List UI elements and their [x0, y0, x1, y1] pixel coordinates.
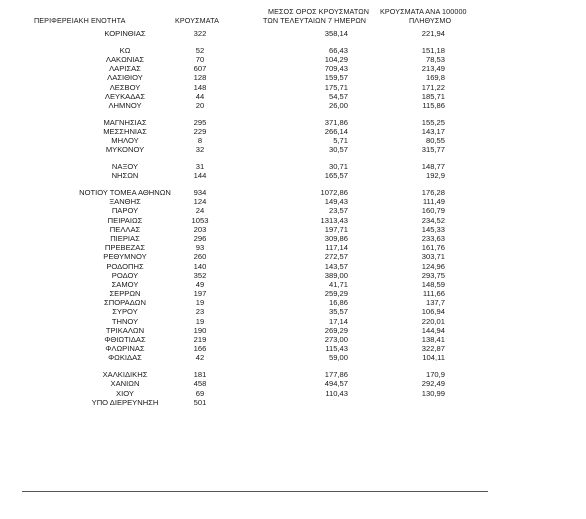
cases-cell: 229 [193, 126, 207, 136]
avg-cell: 16,86 [328, 298, 348, 308]
cases-cell: 24 [195, 206, 205, 216]
region-cell: ΠΡΕΒΕΖΑΣ [104, 243, 146, 253]
table-row [0, 370, 586, 379]
header-per100k-line1: ΚΡΟΥΣΜΑΤΑ ΑΝΑ 100000 [380, 7, 467, 16]
region-cell: ΦΘΙΩΤΙΔΑΣ [104, 335, 146, 344]
region-cell: ΡΟΔΟΥ [111, 270, 139, 280]
cases-cell: 295 [193, 117, 207, 127]
region-cell: ΞΑΝΘΗΣ [109, 197, 141, 207]
cases-cell: 23 [195, 307, 205, 317]
region-cell: ΜΥΚΟΝΟΥ [105, 145, 145, 155]
cases-cell: 44 [195, 91, 205, 101]
cases-cell: 124 [193, 197, 207, 207]
per100k-cell: 144,94 [421, 325, 445, 335]
table-row [0, 162, 586, 171]
region-cell: ΛΑΣΙΘΙΟΥ [107, 73, 143, 83]
region-cell: ΛΑΡΙΣΑΣ [109, 64, 141, 74]
per100k-cell: 151,18 [421, 45, 445, 55]
region-cell: ΦΛΩΡΙΝΑΣ [105, 344, 145, 354]
cases-cell: 181 [193, 370, 207, 380]
cases-cell: 219 [193, 335, 207, 344]
avg-cell: 54,57 [328, 91, 348, 101]
table-row [0, 317, 586, 326]
region-cell: ΜΑΓΝΗΣΙΑΣ [103, 117, 147, 127]
per100k-cell: 170,9 [425, 370, 445, 380]
region-cell: ΣΕΡΡΩΝ [109, 289, 141, 299]
region-cell: ΧΙΟΥ [116, 388, 134, 398]
per100k-cell: 293,75 [421, 270, 445, 280]
region-cell: ΝΑΞΟΥ [111, 162, 139, 172]
header-cases: ΚΡΟΥΣΜΑΤΑ [175, 16, 219, 25]
cases-cell: 607 [193, 64, 207, 74]
cases-cell: 296 [193, 233, 207, 243]
per100k-cell: 176,28 [421, 188, 445, 197]
cases-cell: 20 [195, 100, 205, 110]
table-row [0, 197, 586, 206]
per100k-cell: 106,94 [421, 307, 445, 317]
per100k-cell: 220,01 [421, 316, 445, 326]
table-row [0, 307, 586, 316]
region-cell: ΥΠΟ ΔΙΕΡΕΥΝΗΣΗ [91, 397, 159, 407]
cases-cell: 69 [195, 388, 205, 398]
region-cell: ΣΠΟΡΑΔΩΝ [104, 298, 146, 308]
avg-cell: 266,14 [324, 126, 348, 136]
table-row [0, 83, 586, 92]
region-cell: ΡΟΔΟΠΗΣ [106, 261, 144, 271]
cases-cell: 458 [193, 379, 207, 389]
table-row [0, 398, 586, 407]
per100k-cell: 292,49 [421, 379, 445, 389]
per100k-cell: 233,63 [421, 233, 445, 243]
header-avg-line1: ΜΕΣΟΣ ΟΡΟΣ ΚΡΟΥΣΜΑΤΩΝ [268, 7, 370, 16]
avg-cell: 110,43 [325, 388, 348, 398]
cases-cell: 166 [193, 344, 207, 354]
avg-cell: 66,43 [328, 45, 348, 55]
per100k-cell: 137,7 [425, 298, 445, 308]
table-row [0, 145, 586, 154]
per100k-cell: 145,33 [421, 224, 445, 234]
table-row [0, 29, 586, 38]
cases-cell: 144 [193, 171, 207, 181]
table-body [0, 29, 586, 407]
table-row [0, 344, 586, 353]
region-cell: ΦΩΚΙΔΑΣ [108, 353, 142, 363]
per100k-cell: 161,76 [421, 243, 445, 253]
table-row [0, 73, 586, 82]
per100k-cell: 213,49 [421, 64, 445, 74]
table-row [0, 101, 586, 110]
table-row [0, 298, 586, 307]
per100k-cell: 185,71 [421, 91, 445, 101]
region-cell: ΠΕΙΡΑΙΩΣ [107, 215, 143, 225]
avg-cell: 159,57 [324, 73, 348, 83]
region-cell: ΛΕΣΒΟΥ [109, 82, 141, 92]
avg-cell: 30,71 [328, 162, 348, 172]
avg-cell: 143,57 [324, 261, 348, 271]
avg-cell: 104,29 [324, 54, 348, 64]
per100k-cell: 155,25 [421, 117, 445, 127]
table-row [0, 136, 586, 145]
per100k-cell: 111,49 [422, 197, 445, 207]
region-cell: ΧΑΛΚΙΔΙΚΗΣ [102, 370, 148, 380]
cases-cell: 501 [193, 397, 207, 407]
header-per100k-line2: ΠΛΗΘΥΣΜΟ [409, 16, 452, 25]
table-row [0, 234, 586, 243]
avg-cell: 1072,86 [320, 188, 348, 197]
cases-cell: 140 [193, 261, 207, 271]
region-cell: ΛΕΥΚΑΔΑΣ [104, 91, 146, 101]
region-cell: ΚΟΡΙΝΘΙΑΣ [104, 29, 146, 38]
header-region: ΠΕΡΙΦΕΡΕΙΑΚΗ ΕΝΟΤΗΤΑ [34, 16, 126, 25]
avg-cell: 5,71 [333, 136, 348, 146]
per100k-cell: 221,94 [421, 29, 445, 38]
region-cell: ΠΙΕΡΙΑΣ [110, 233, 140, 243]
cases-cell: 49 [195, 279, 205, 289]
region-cell: ΚΩ [119, 45, 131, 55]
table-row [0, 188, 586, 197]
avg-cell: 273,00 [324, 335, 348, 344]
cases-cell: 19 [195, 298, 205, 308]
avg-cell: 165,57 [324, 171, 348, 181]
per100k-cell: 78,53 [425, 54, 445, 64]
avg-cell: 494,57 [324, 379, 348, 389]
avg-cell: 26,00 [328, 100, 348, 110]
table-row [0, 262, 586, 271]
region-cell: ΛΑΚΩΝΙΑΣ [105, 54, 145, 64]
avg-cell: 309,86 [324, 233, 348, 243]
table-row [0, 243, 586, 252]
region-cell: ΝΗΣΩΝ [111, 171, 139, 181]
table-row [0, 127, 586, 136]
cases-cell: 197 [193, 289, 207, 299]
per100k-cell: 138,41 [421, 335, 445, 344]
avg-cell: 59,00 [328, 353, 348, 363]
avg-cell: 269,29 [324, 325, 348, 335]
table-row [0, 389, 586, 398]
cases-cell: 260 [193, 252, 207, 262]
avg-cell: 259,29 [324, 289, 348, 299]
region-cell: ΛΗΜΝΟΥ [108, 100, 142, 110]
table-row [0, 216, 586, 225]
cases-cell: 1053 [191, 215, 209, 225]
avg-cell: 117,14 [325, 243, 348, 253]
cases-cell: 70 [195, 54, 205, 64]
table-row [0, 252, 586, 261]
per100k-cell: 124,96 [421, 261, 445, 271]
table-row [0, 289, 586, 298]
table-row [0, 379, 586, 388]
table-row [0, 335, 586, 344]
per100k-cell: 148,77 [421, 162, 445, 172]
per100k-cell: 143,17 [421, 126, 445, 136]
avg-cell: 30,57 [328, 145, 348, 155]
cases-cell: 42 [195, 353, 205, 363]
table-row [0, 92, 586, 101]
avg-cell: 197,71 [324, 224, 348, 234]
region-cell: ΜΕΣΣΗΝΙΑΣ [103, 126, 147, 136]
per100k-cell: 315,77 [421, 145, 445, 155]
region-cell: ΧΑΝΙΩΝ [110, 379, 140, 389]
per100k-cell: 111,66 [422, 289, 445, 299]
avg-cell: 389,00 [324, 270, 348, 280]
per100k-cell: 104,11 [422, 353, 445, 363]
avg-cell: 358,14 [324, 29, 348, 38]
cases-cell: 93 [195, 243, 205, 253]
table-row [0, 171, 586, 180]
bottom-rule [22, 491, 488, 492]
region-cell: ΠΑΡΟΥ [111, 206, 139, 216]
cases-cell: 8 [197, 136, 203, 146]
avg-cell: 17,14 [328, 316, 348, 326]
table-row [0, 280, 586, 289]
cases-cell: 352 [193, 270, 207, 280]
table-row [0, 271, 586, 280]
per100k-cell: 160,79 [421, 206, 445, 216]
per100k-cell: 171,22 [421, 82, 445, 92]
table-row [0, 55, 586, 64]
region-cell: ΤΗΝΟΥ [111, 316, 139, 326]
table-row [0, 64, 586, 73]
avg-cell: 35,57 [328, 307, 348, 317]
per100k-cell: 115,86 [422, 100, 445, 110]
avg-cell: 41,71 [328, 279, 348, 289]
avg-cell: 23,57 [328, 206, 348, 216]
per100k-cell: 192,9 [425, 171, 445, 181]
per100k-cell: 148,59 [421, 279, 445, 289]
region-cell: ΝΟΤΙΟΥ ΤΟΜΕΑ ΑΘΗΝΩΝ [79, 188, 171, 197]
cases-cell: 32 [195, 145, 205, 155]
cases-cell: 31 [195, 162, 205, 172]
cases-cell: 19 [195, 316, 205, 326]
table-row [0, 118, 586, 127]
cases-cell: 934 [193, 188, 207, 197]
region-cell: ΤΡΙΚΑΛΩΝ [105, 325, 145, 335]
cases-cell: 128 [193, 73, 207, 83]
avg-cell: 1313,43 [320, 215, 348, 225]
cases-cell: 52 [195, 45, 205, 55]
per100k-cell: 130,99 [421, 388, 445, 398]
table-row [0, 353, 586, 362]
region-cell: ΣΥΡΟΥ [112, 307, 138, 317]
header-avg-line2: ΤΩΝ ΤΕΛΕΥΤΑΙΩΝ 7 ΗΜΕΡΩΝ [263, 16, 367, 25]
per100k-cell: 80,55 [425, 136, 445, 146]
avg-cell: 371,86 [324, 117, 348, 127]
table-row [0, 326, 586, 335]
table-row [0, 206, 586, 215]
per100k-cell: 169,8 [425, 73, 445, 83]
region-cell: ΣΑΜΟΥ [111, 279, 139, 289]
avg-cell: 177,86 [324, 370, 348, 380]
region-cell: ΜΗΛΟΥ [111, 136, 139, 146]
per100k-cell: 303,71 [421, 252, 445, 262]
table-row [0, 46, 586, 55]
table-row [0, 225, 586, 234]
avg-cell: 709,43 [324, 64, 348, 74]
per100k-cell: 234,52 [421, 215, 445, 225]
per100k-cell: 322,87 [421, 344, 445, 354]
region-cell: ΡΕΘΥΜΝΟΥ [103, 252, 147, 262]
cases-cell: 190 [193, 325, 207, 335]
cases-cell: 148 [193, 82, 207, 92]
avg-cell: 272,57 [324, 252, 348, 262]
avg-cell: 149,43 [324, 197, 348, 207]
avg-cell: 115,43 [325, 344, 348, 354]
cases-cell: 203 [193, 224, 207, 234]
cases-cell: 322 [193, 29, 207, 38]
region-cell: ΠΕΛΛΑΣ [109, 224, 141, 234]
avg-cell: 175,71 [324, 82, 348, 92]
